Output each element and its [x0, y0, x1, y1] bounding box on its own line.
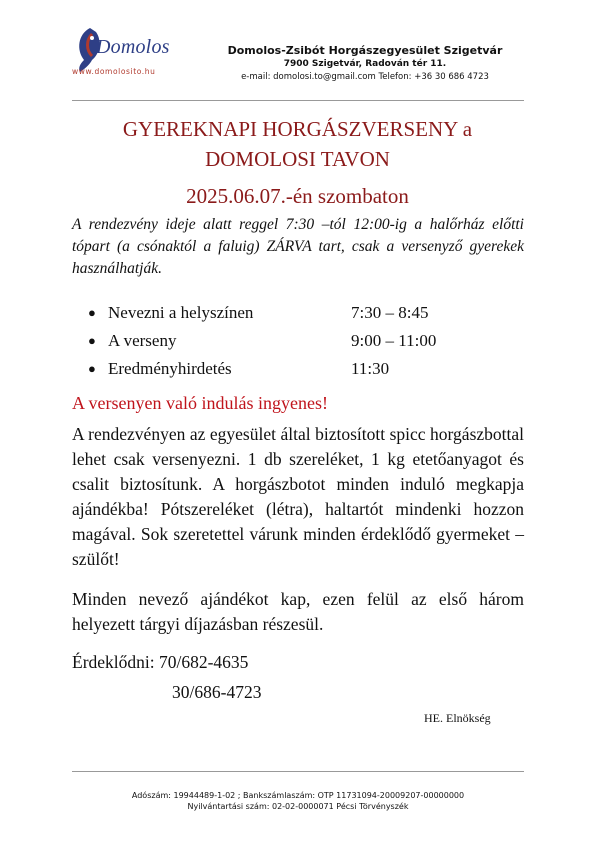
event-date: 2025.06.07.-én szombaton [186, 184, 409, 208]
rules-paragraph: A rendezvényen az egyesület által biztosított spicc horgászbottal lehet csak versenyezni. 1 db szereléket, 1 kg etetőanyagot és csalit biztosítunk. A horgászbotot minden induló megkapja ajándékba! Pótszereléket (létra), haltartót mindenki hozzon magával. Sok szeretettel várunk minden érdeklődő gyermeket – szülőt! [72, 424, 524, 569]
header-divider [72, 100, 524, 101]
logo-wordmark: Domolos [96, 36, 170, 58]
intro-paragraph: A rendezvény ideje alatt reggel 7:30 –tól 12:00-ig a halőrház előtti tópart (a csónaktól a faluig) ZÁRVA tart, csak a versenyző gyerekek használhatják. [72, 216, 524, 277]
bullet-icon: ● [88, 333, 96, 348]
footer [72, 790, 524, 812]
schedule-list [88, 302, 488, 386]
schedule-item [88, 358, 488, 386]
club-logo [70, 24, 180, 84]
event-title-line2: DOMOLOSI TAVON [205, 147, 390, 171]
schedule-item [88, 302, 488, 330]
letterhead [0, 0, 595, 100]
prizes-paragraph: Minden nevező ajándékot kap, ezen felül az első három helyezett tárgyi díjazásban részesül. [72, 589, 524, 634]
schedule-time: 7:30 – 8:45 [351, 303, 429, 322]
schedule-label: A verseny [108, 331, 177, 350]
footer-registry: Nyilvántartási szám: 02-02-0000071 Pécsi Törvényszék [187, 802, 409, 811]
footer-tax-bank: Adószám: 19944489-1-02 ; Bankszámlaszám: OTP 11731094-20009207-00000000 [131, 791, 465, 800]
event-title-line1: GYEREKNAPI HORGÁSZVERSENY a [122, 117, 473, 141]
organization-contact: e-mail: domolosi.to@gmail.com Telefon: +36 30 686 4723 [241, 72, 489, 82]
contact-phone-1: Érdeklődni: 70/682-4635 [72, 652, 249, 672]
organization-info [205, 44, 525, 83]
contact-phone-2: 30/686-4723 [172, 682, 262, 702]
organization-address: 7900 Szigetvár, Radován tér 11. [283, 59, 447, 69]
organization-name: Domolos-Zsibót Horgászegyesület Szigetvár [227, 44, 503, 57]
free-entry-notice: A versenyen való indulás ingyenes! [72, 393, 328, 413]
schedule-label: Eredményhirdetés [108, 359, 232, 378]
logo-url: www.domolosito.hu [72, 67, 156, 76]
signature: HE. Elnökség [424, 711, 491, 725]
footer-divider [72, 771, 524, 772]
schedule-label: Nevezni a helyszínen [108, 303, 254, 322]
bullet-icon: ● [88, 361, 96, 376]
bullet-icon: ● [88, 305, 96, 320]
schedule-time: 11:30 [351, 359, 390, 378]
schedule-item [88, 330, 488, 358]
schedule-time: 9:00 – 11:00 [351, 331, 437, 350]
